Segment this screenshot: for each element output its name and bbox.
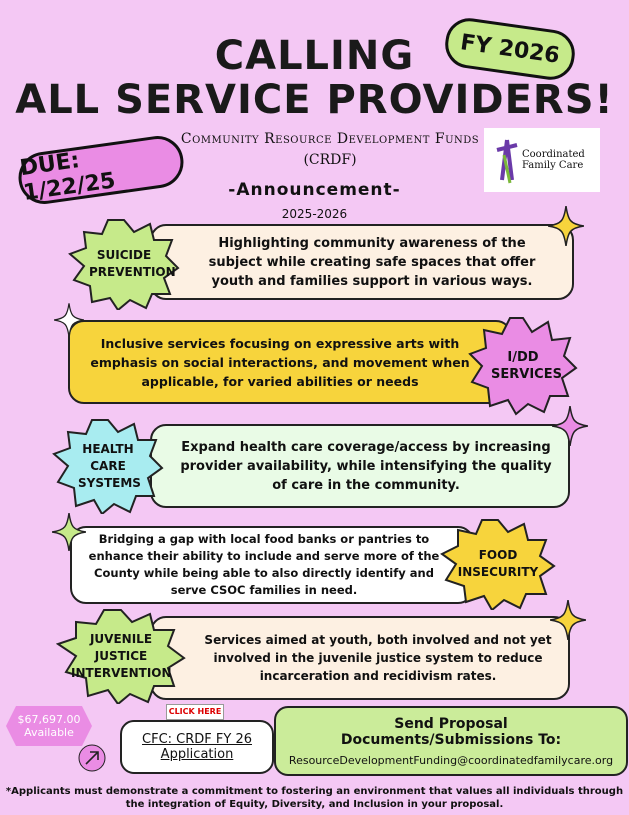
fund-name: Community Resource Development Funds: [180, 131, 480, 147]
click-here-button[interactable]: CLICK HERE: [166, 704, 224, 720]
submission-email[interactable]: ResourceDevelopmentFunding@coordinatedfamilycare.org: [288, 753, 614, 767]
idd-services-box: [68, 320, 512, 404]
amount-badge: [6, 706, 92, 746]
food-insecurity-box: [70, 526, 474, 604]
idd-services-badge: [468, 316, 578, 416]
juvenile-justice-badge: [56, 608, 186, 704]
sparkle-icon: [552, 406, 588, 446]
suicide-prevention-badge: [68, 218, 180, 310]
arrow-icon: [78, 744, 106, 772]
submission-box: [274, 706, 628, 776]
juvenile-justice-label: JUVENILE JUSTICE INTERVENTION: [71, 631, 172, 680]
suicide-prevention-label: SUICIDE PREVENTION: [89, 248, 176, 279]
application-line-1: CFC: CRDF FY 26: [142, 732, 252, 747]
health-care-badge: [52, 418, 164, 514]
sparkle-icon: [54, 302, 84, 338]
suicide-prevention-box: [150, 224, 574, 300]
title-line-1: CALLING: [214, 33, 415, 79]
announcement-heading: -Announcement-: [228, 180, 401, 200]
application-link[interactable]: [120, 720, 274, 774]
sparkle-icon: [52, 512, 86, 552]
juvenile-justice-box: [150, 616, 570, 700]
health-care-label: HEALTH CARE SYSTEMS: [78, 441, 141, 490]
amount-label: Available: [24, 726, 74, 739]
title-line-2: ALL SERVICE PROVIDERS!: [15, 77, 614, 123]
amount-value: $67,697.00: [17, 713, 81, 726]
application-line-2: Application: [160, 747, 234, 762]
footnote: *Applicants must demonstrate a commitment to fostering an environment that values all individuals through the integration of Equity, Diversity, and Inclusion in your proposal.: [5, 786, 624, 810]
food-insecurity-text: Bridging a gap with local food banks or pantries to enhance their ability to include and serve more of the County while being able to also directly identify and serve CSOC families in need.: [88, 532, 440, 597]
idd-services-text: Inclusive services focusing on expressive arts with emphasis on social interactions, and movement when applicable, for varied abilities or needs: [90, 335, 470, 389]
idd-services-label: I/DD SERVICES: [491, 350, 562, 382]
due-badge: DUE: 1/22/25: [15, 133, 187, 208]
health-care-box: [150, 424, 570, 508]
sparkle-icon: [548, 206, 584, 246]
fund-abbr: (CRDF): [303, 152, 357, 168]
juvenile-justice-text: Services aimed at youth, both involved and not yet involved in the juvenile justice system to reduce incarceration and recidivism rates.: [204, 633, 552, 683]
sparkle-icon: [550, 600, 586, 640]
submission-title: Send Proposal Documents/Submissions To:: [340, 715, 562, 748]
food-insecurity-label: FOOD INSECURITY: [457, 548, 539, 579]
food-insecurity-badge: [440, 518, 556, 610]
health-care-text: Expand health care coverage/access by increasing provider availability, while intensifying the quality of care in the community.: [180, 439, 552, 493]
suicide-prevention-text: Highlighting community awareness of the subject while creating safe spaces that offer youth and families support in various ways.: [208, 235, 536, 289]
years: 2025-2026: [281, 207, 348, 221]
logo-figure-icon: [492, 135, 522, 185]
logo-text: Coordinated Family Care: [522, 149, 585, 171]
fy-badge: FY 2026: [442, 15, 578, 83]
